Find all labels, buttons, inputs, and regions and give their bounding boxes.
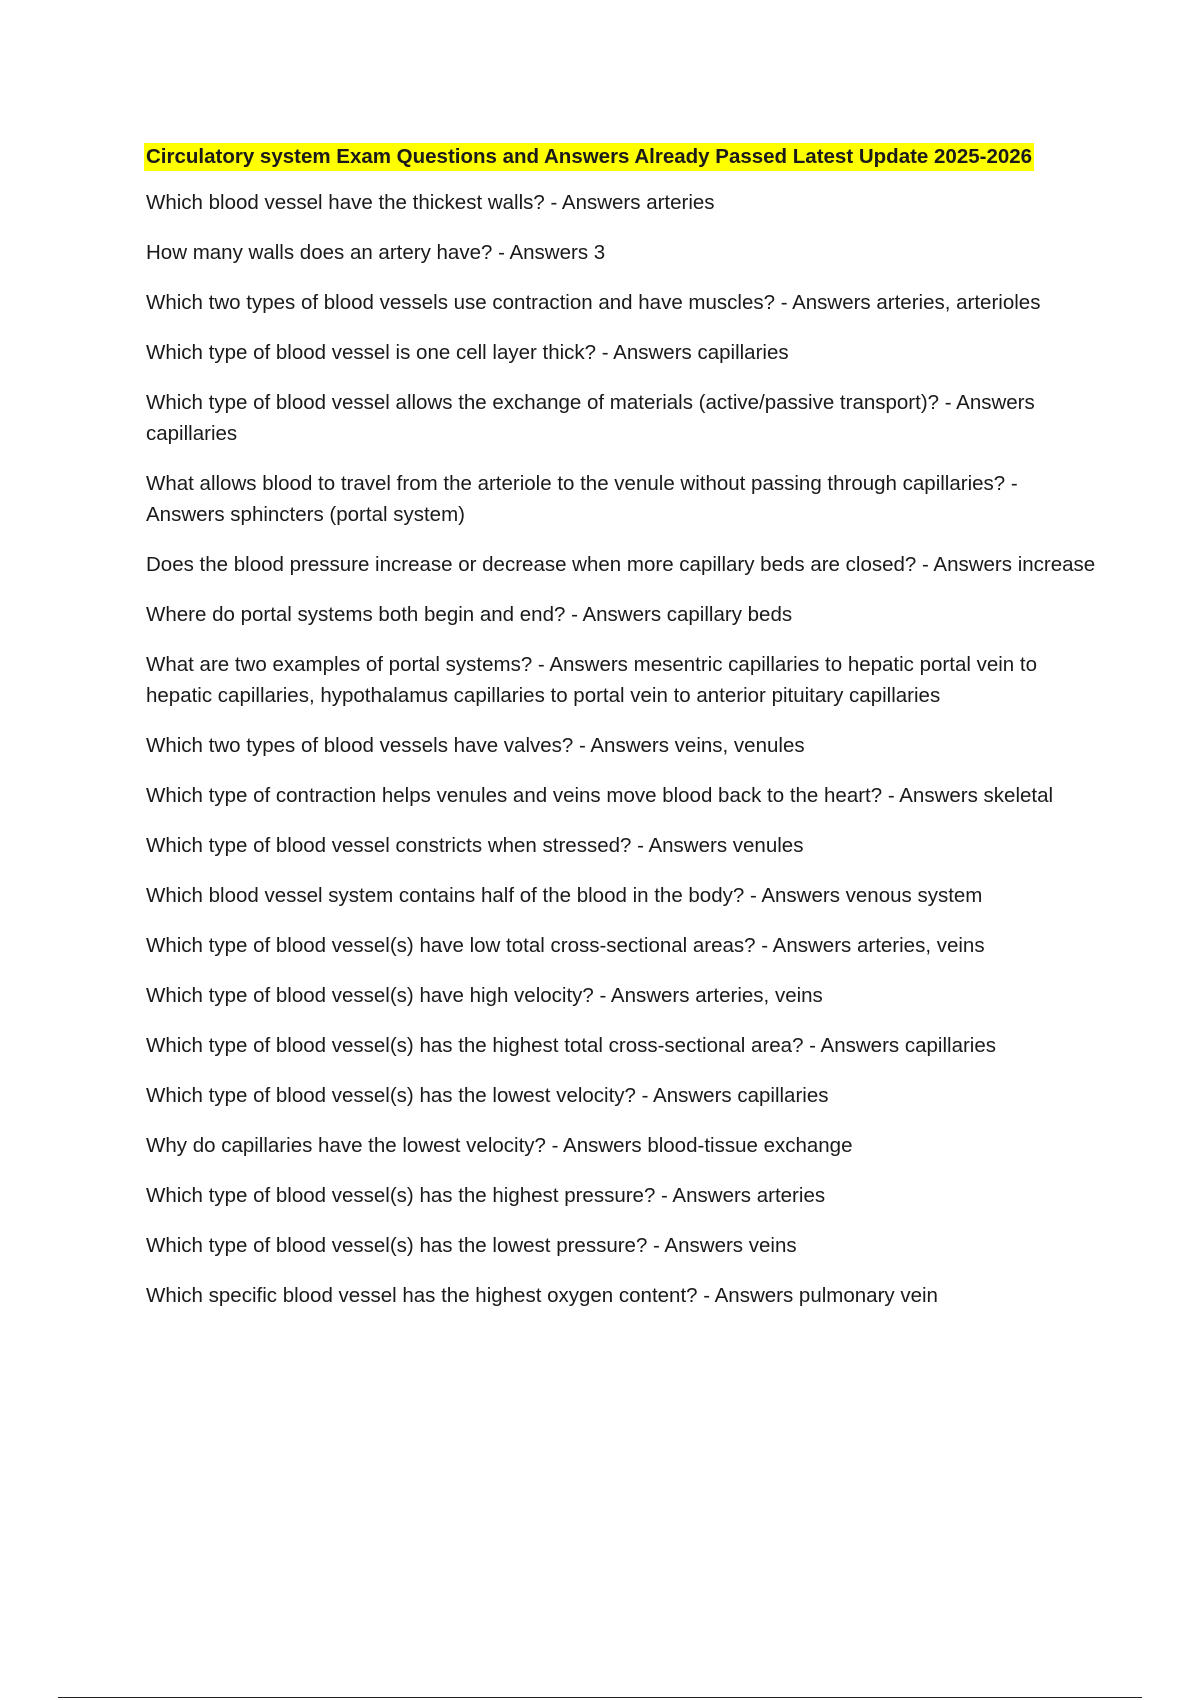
- qa-item: Which type of blood vessel(s) have high velocity? - Answers arteries, veins: [146, 984, 823, 1007]
- qa-item: Which type of contraction helps venules and veins move blood back to the heart? - Answers skeletal: [146, 784, 1054, 807]
- qa-item: Which specific blood vessel has the highest oxygen content? - Answers pulmonary vein: [146, 1284, 938, 1307]
- qa-item: Which type of blood vessel allows the exchange of materials (active/passive transport)? - Answers capillaries: [146, 391, 1035, 445]
- document-title: Circulatory system Exam Questions and Answers Already Passed Latest Update 2025-2026: [144, 143, 1034, 171]
- qa-item: Which type of blood vessel(s) has the highest total cross-sectional area? - Answers capillaries: [146, 1034, 997, 1057]
- qa-item: Which type of blood vessel(s) have low total cross-sectional areas? - Answers arteries, veins: [146, 934, 985, 957]
- qa-item: Where do portal systems both begin and end? - Answers capillary beds: [146, 603, 793, 626]
- qa-item: Which blood vessel have the thickest walls? - Answers arteries: [146, 191, 715, 214]
- qa-item: What are two examples of portal systems? - Answers mesentric capillaries to hepatic portal vein to hepatic capillaries, hypothalamus capillaries to portal vein to anterior pituitary capillaries: [146, 653, 1037, 707]
- qa-item: Which type of blood vessel(s) has the lowest velocity? - Answers capillaries: [146, 1084, 829, 1107]
- qa-item: Does the blood pressure increase or decrease when more capillary beds are closed? - Answers increase: [146, 553, 1096, 576]
- footer-divider: [58, 1697, 1142, 1698]
- qa-item: Which type of blood vessel(s) has the lowest pressure? - Answers veins: [146, 1234, 797, 1257]
- qa-item: Which type of blood vessel is one cell layer thick? - Answers capillaries: [146, 341, 789, 364]
- qa-item: Which two types of blood vessels have valves? - Answers veins, venules: [146, 734, 805, 757]
- qa-item: Which blood vessel system contains half of the blood in the body? - Answers venous system: [146, 884, 983, 907]
- qa-item: What allows blood to travel from the arteriole to the venule without passing through capillaries? - Answers sphincters (portal system): [146, 472, 1018, 526]
- document-page: [146, 143, 1096, 1330]
- qa-item: Which type of blood vessel(s) has the highest pressure? - Answers arteries: [146, 1184, 826, 1207]
- qa-item: Which two types of blood vessels use contraction and have muscles? - Answers arteries, arterioles: [146, 291, 1041, 314]
- qa-item: How many walls does an artery have? - Answers 3: [146, 241, 606, 264]
- qa-item: Which type of blood vessel constricts when stressed? - Answers venules: [146, 834, 804, 857]
- qa-item: Why do capillaries have the lowest velocity? - Answers blood-tissue exchange: [146, 1134, 853, 1157]
